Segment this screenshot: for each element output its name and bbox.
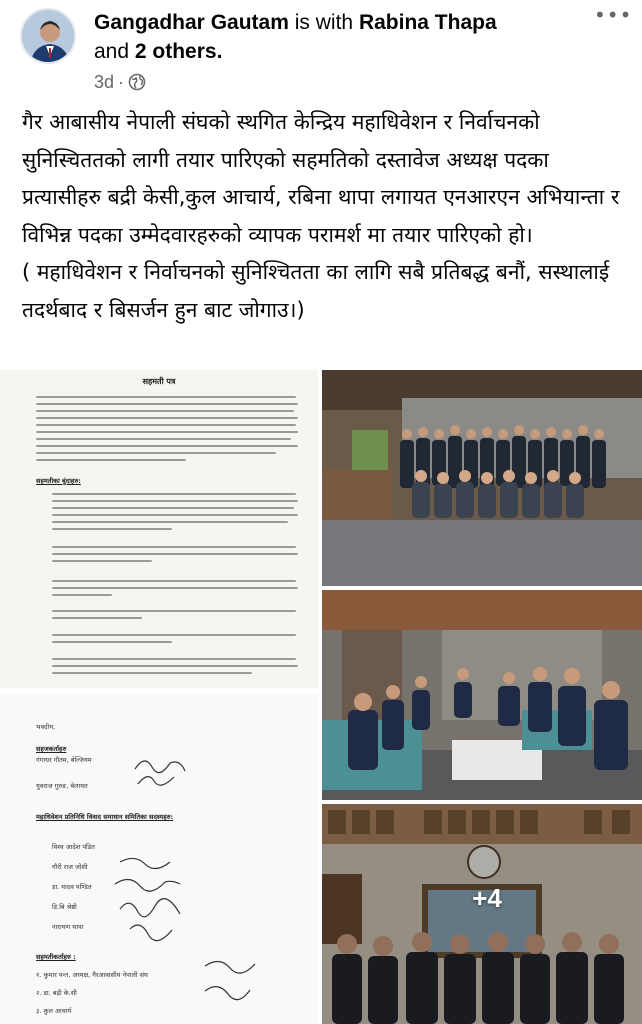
post-text-paragraph-2: ( महाधिवेशन र निर्वाचनको सुनिश्चितता का लागि सबै प्रतिबद्ध बनौं, सस्थालाई तदर्थबाद र बिसर्जन हुन बाट जोगाउ।) [22,260,610,322]
doc-name: विश्व आदेश पंडित [52,843,95,851]
group-photo-3[interactable] [322,804,642,1024]
group-photo-2[interactable] [322,590,642,800]
document-photo-1[interactable] [0,370,318,688]
doc-name: डि.बि श्रेष्ठी [52,903,77,911]
doc-section-signatories: सहमतीकर्ताहरु : [36,953,76,961]
doc-name: गंगाधर गौतम, बेल्जियम [36,756,92,764]
doc-name: ३. कुल आचार्य [36,1007,72,1015]
doc-name: युवराज गुरुङ, बेलायत [36,782,88,790]
doc-name: नारायण थापा [52,923,84,931]
doc-closing: भवदीय, [36,723,56,731]
doc-name: डा. यादव पण्डित [52,883,92,891]
group-photo-1[interactable] [322,370,642,586]
tagged-name[interactable]: Rabina Thapa [358,11,497,34]
post-author-line [94,8,584,66]
doc-name: १. कुमार पन्त, अध्यक्ष, गैरआवासीय नेपाली संघ [36,971,148,979]
post-text-paragraph-1: गैर आबासीय नेपाली संघको स्थगित केन्द्रिय महाधिवेशन र निर्वाचनको सुनिस्चिततको लागी तयार पारिएको सहमतिको दस्तावेज अध्यक्ष पदका प्रत्यासीहरु बद्री केसी,कुल आचार्य, रबिना थापा लगायत एनआरएन अभियान्ता र विभिन्न पदका उम्मेदवारहरुको व्यापक परामर्श मा तयार पारिएको हो। [22,110,620,247]
doc-title: सहमती पत्र [142,377,176,386]
with-text: is with [294,11,354,34]
doc-name: गौरी राज जोशी [52,863,88,871]
signature-image [200,956,260,1006]
more-options-button[interactable] [594,3,633,30]
others-link[interactable]: 2 others. [134,40,223,63]
post-header [0,0,642,100]
doc-section-committee: महाधिवेशन प्रतिनिधि विवाद समाधान समितिका सदस्यहरु: [36,813,174,821]
and-text: and [94,40,130,63]
document-photo-2[interactable] [0,694,318,1024]
doc-section-facilitators: सहजकर्ताहरु [36,745,67,753]
more-photos-overlay[interactable] [322,804,642,1024]
signature-image [130,749,190,789]
more-photos-count: +4 [472,882,502,913]
group-photo-2-image [322,590,642,800]
avatar[interactable] [20,8,76,64]
author-name[interactable]: Gangadhar Gautam [94,11,289,34]
post-body [22,104,632,329]
group-photo-1-image [322,370,642,586]
globe-icon[interactable] [128,73,146,96]
post-meta: 3d · [94,72,146,96]
signature-image [110,854,190,944]
photo-gallery [0,370,642,1024]
doc-section-heading: सहमतीका बुंदाहरु: [36,477,81,485]
doc-name: २. डा. बद्री के.सी [36,989,77,997]
post-time[interactable]: 3d [94,72,115,92]
more-options-icon: ••• [594,3,633,27]
avatar-image [22,10,76,64]
